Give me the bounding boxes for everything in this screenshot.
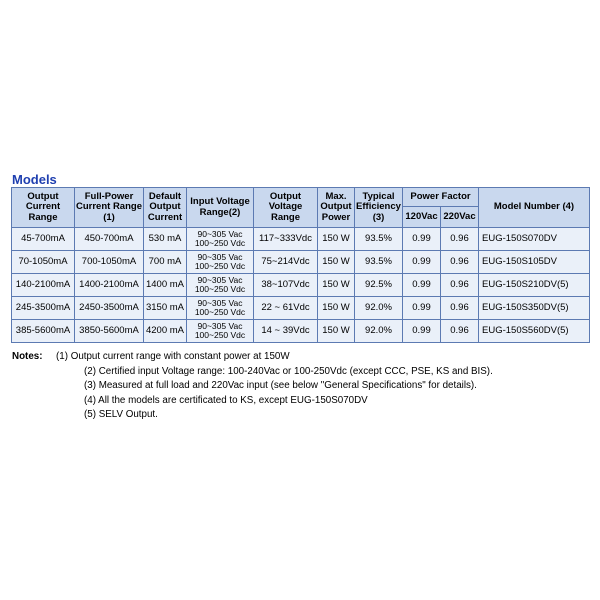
- cell-output-current-range: 70-1050mA: [12, 251, 75, 274]
- table-row: [12, 297, 590, 320]
- cell-default-current: 4200 mA: [144, 320, 187, 343]
- cell-efficiency: 93.5%: [355, 251, 403, 274]
- cell-efficiency: 92.0%: [355, 320, 403, 343]
- models-table: [11, 187, 590, 343]
- cell-efficiency: 92.5%: [355, 274, 403, 297]
- cell-pf-220: 0.96: [441, 251, 479, 274]
- cell-pf-220: 0.96: [441, 297, 479, 320]
- cell-output-voltage: 117~333Vdc: [254, 228, 318, 251]
- cell-pf-220: 0.96: [441, 274, 479, 297]
- cell-full-power-range: 700-1050mA: [75, 251, 144, 274]
- vin-ac: 90~305 Vac: [197, 298, 243, 309]
- vin-dc: 100~250 Vdc: [194, 238, 246, 248]
- cell-pf-120: 0.99: [403, 320, 441, 343]
- cell-default-current: 530 mA: [144, 228, 187, 251]
- cell-full-power-range: 3850-5600mA: [75, 320, 144, 343]
- cell-output-current-range: 245-3500mA: [12, 297, 75, 320]
- header-pf-120vac: 120Vac: [403, 207, 441, 228]
- cell-default-current: 1400 mA: [144, 274, 187, 297]
- cell-default-current: 700 mA: [144, 251, 187, 274]
- cell-full-power-range: 450-700mA: [75, 228, 144, 251]
- note-item: [12, 350, 592, 365]
- table-row: [12, 251, 590, 274]
- cell-model-number: EUG-150S560DV(5): [479, 320, 590, 343]
- header-power-factor: Power Factor: [403, 188, 479, 207]
- cell-max-power: 150 W: [318, 297, 355, 320]
- cell-model-number: EUG-150S070DV: [479, 228, 590, 251]
- header-max-output-power: Max. Output Power: [318, 188, 355, 228]
- cell-output-current-range: 140-2100mA: [12, 274, 75, 297]
- cell-input-voltage: [187, 251, 254, 274]
- cell-model-number: EUG-150S210DV(5): [479, 274, 590, 297]
- header-output-current-range: Output Current Range: [12, 188, 75, 228]
- header-typical-efficiency: Typical Efficiency (3): [355, 188, 403, 228]
- vin-dc: 100~250 Vdc: [194, 261, 246, 271]
- table-row: [12, 274, 590, 297]
- cell-pf-120: 0.99: [403, 251, 441, 274]
- cell-efficiency: 93.5%: [355, 228, 403, 251]
- header-pf-220vac: 220Vac: [441, 207, 479, 228]
- cell-output-current-range: 385-5600mA: [12, 320, 75, 343]
- cell-pf-120: 0.99: [403, 297, 441, 320]
- vin-ac: 90~305 Vac: [197, 252, 243, 263]
- cell-pf-220: 0.96: [441, 320, 479, 343]
- cell-full-power-range: 1400-2100mA: [75, 274, 144, 297]
- vin-ac: 90~305 Vac: [197, 321, 243, 332]
- vin-dc: 100~250 Vdc: [194, 330, 246, 340]
- cell-output-current-range: 45-700mA: [12, 228, 75, 251]
- cell-max-power: 150 W: [318, 228, 355, 251]
- cell-model-number: EUG-150S350DV(5): [479, 297, 590, 320]
- vin-dc: 100~250 Vdc: [194, 307, 246, 317]
- cell-max-power: 150 W: [318, 251, 355, 274]
- section-title: Models: [12, 172, 57, 187]
- note-text: (1) Output current range with constant power at 150W: [56, 351, 290, 362]
- vin-ac: 90~305 Vac: [197, 229, 243, 240]
- cell-model-number: EUG-150S105DV: [479, 251, 590, 274]
- note-item: (5) SELV Output.: [84, 409, 158, 420]
- header-full-power-current-range: Full-Power Current Range (1): [75, 188, 144, 228]
- cell-max-power: 150 W: [318, 274, 355, 297]
- header-default-output-current: Default Output Current: [144, 188, 187, 228]
- header-model-number: Model Number (4): [479, 188, 590, 228]
- cell-output-voltage: 22 ~ 61Vdc: [254, 297, 318, 320]
- cell-input-voltage: [187, 228, 254, 251]
- note-item: (3) Measured at full load and 220Vac input (see below "General Specifications" for details).: [84, 380, 477, 391]
- table-row: [12, 320, 590, 343]
- cell-input-voltage: [187, 320, 254, 343]
- cell-input-voltage: [187, 274, 254, 297]
- header-output-voltage-range: Output Voltage Range: [254, 188, 318, 228]
- cell-full-power-range: 2450-3500mA: [75, 297, 144, 320]
- vin-ac: 90~305 Vac: [197, 275, 243, 286]
- cell-input-voltage: [187, 297, 254, 320]
- cell-default-current: 3150 mA: [144, 297, 187, 320]
- header-input-voltage-range: Input Voltage Range(2): [187, 188, 254, 228]
- table-row: [12, 228, 590, 251]
- notes-label: Notes:: [12, 351, 43, 362]
- cell-pf-120: 0.99: [403, 228, 441, 251]
- note-item: (2) Certified input Voltage range: 100-240Vac or 100-250Vdc (except CCC, PSE, KS and BIS).: [84, 365, 493, 377]
- note-item: (4) All the models are certificated to KS, except EUG-150S070DV: [84, 394, 368, 406]
- vin-dc: 100~250 Vdc: [194, 284, 246, 294]
- notes-section: [12, 350, 592, 423]
- cell-max-power: 150 W: [318, 320, 355, 343]
- cell-pf-120: 0.99: [403, 274, 441, 297]
- cell-output-voltage: 38~107Vdc: [254, 274, 318, 297]
- cell-output-voltage: 75~214Vdc: [254, 251, 318, 274]
- cell-pf-220: 0.96: [441, 228, 479, 251]
- cell-efficiency: 92.0%: [355, 297, 403, 320]
- cell-output-voltage: 14 ~ 39Vdc: [254, 320, 318, 343]
